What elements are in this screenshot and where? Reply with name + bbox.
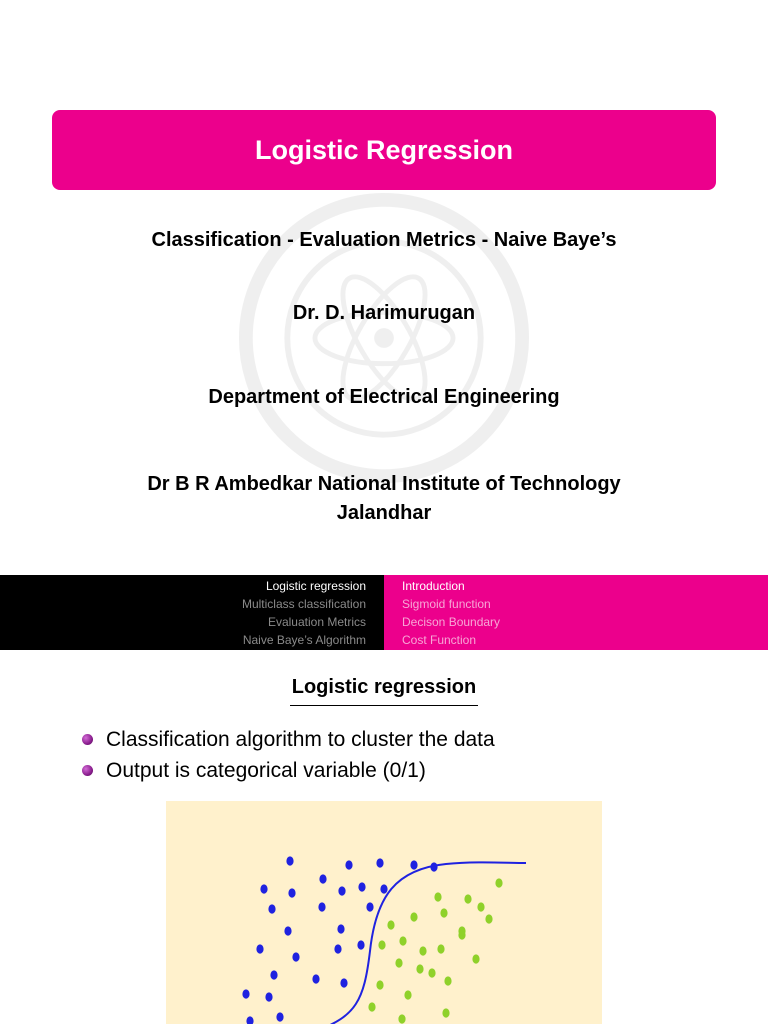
class-a-point xyxy=(256,944,263,953)
section-nav xyxy=(0,575,384,650)
class-b-point xyxy=(434,892,441,901)
class-a-point xyxy=(357,940,364,949)
class-a-point xyxy=(319,874,326,883)
class-a-point xyxy=(358,882,365,891)
class-a-point xyxy=(366,902,373,911)
bullet-item xyxy=(82,724,495,755)
nav-section-multiclass[interactable]: Multiclass classification xyxy=(241,597,366,611)
class-b-point xyxy=(416,964,423,973)
class-b-point xyxy=(472,954,479,963)
frame-heading: Logistic regression xyxy=(290,676,479,706)
decision-boundary-curve xyxy=(316,862,526,1024)
class-a-point xyxy=(242,989,249,998)
classification-plot xyxy=(166,801,602,1024)
slide-title: Logistic Regression xyxy=(254,134,514,165)
classification-figure xyxy=(166,801,602,1024)
bullet-list xyxy=(82,724,495,786)
class-b-point xyxy=(428,968,435,977)
class-a-point xyxy=(246,1016,253,1024)
nav-subsection-cost-function[interactable]: Cost Function xyxy=(402,633,477,647)
class-a-point xyxy=(270,970,277,979)
class-a-point xyxy=(334,944,341,953)
class-a-point xyxy=(292,952,299,961)
class-b-point xyxy=(444,976,451,985)
institute-name: Dr B R Ambedkar National Institute of Technology xyxy=(147,473,621,495)
class-a-point xyxy=(345,860,352,869)
class-a-point xyxy=(337,924,344,933)
subsection-nav xyxy=(384,575,768,650)
nav-subsection-introduction[interactable]: Introduction xyxy=(402,579,465,593)
class-a-point xyxy=(312,974,319,983)
nav-subsection-sigmoid[interactable]: Sigmoid function xyxy=(402,597,491,611)
class-b-point xyxy=(495,878,502,887)
bullet-item xyxy=(82,755,495,786)
slide-title-banner xyxy=(52,110,716,190)
class-a-point xyxy=(376,858,383,867)
class-a-point xyxy=(284,926,291,935)
bullet-text: Output is categorical variable (0/1) xyxy=(106,759,426,782)
class-b-points xyxy=(368,878,502,1023)
class-b-point xyxy=(399,936,406,945)
class-b-point xyxy=(442,1008,449,1017)
class-b-point xyxy=(368,1002,375,1011)
class-b-point xyxy=(410,912,417,921)
class-b-point xyxy=(440,908,447,917)
class-b-point xyxy=(395,958,402,967)
class-b-point xyxy=(376,980,383,989)
author-name: Dr. D. Harimurugan xyxy=(292,302,476,324)
class-a-point xyxy=(338,886,345,895)
class-a-point xyxy=(340,978,347,987)
class-b-point xyxy=(404,990,411,999)
nav-subsection-decision-boundary[interactable]: Decison Boundary xyxy=(402,615,501,629)
class-a-point xyxy=(318,902,325,911)
class-b-point xyxy=(387,920,394,929)
class-b-point xyxy=(477,902,484,911)
slide-subtitle: Classification - Evaluation Metrics - Naive Baye’s xyxy=(151,229,617,251)
class-b-point xyxy=(485,914,492,923)
class-a-point xyxy=(265,992,272,1001)
nav-section-logistic-regression[interactable]: Logistic regression xyxy=(265,579,366,593)
bullet-ball-icon xyxy=(82,734,93,745)
bullet-text: Classification algorithm to cluster the data xyxy=(106,728,495,751)
class-a-point xyxy=(288,888,295,897)
class-a-point xyxy=(410,860,417,869)
class-b-point xyxy=(458,930,465,939)
class-b-point xyxy=(398,1014,405,1023)
nav-section-naive-bayes[interactable]: Naive Baye’s Algorithm xyxy=(242,633,366,647)
class-a-point xyxy=(430,862,437,871)
class-a-point xyxy=(276,1012,283,1021)
class-a-point xyxy=(260,884,267,893)
class-b-point xyxy=(419,946,426,955)
class-a-point xyxy=(380,884,387,893)
beamer-navigation-bar xyxy=(0,575,768,650)
frame-heading-wrap xyxy=(0,676,768,706)
department-name: Department of Electrical Engineering xyxy=(208,386,560,408)
nav-section-evaluation-metrics[interactable]: Evaluation Metrics xyxy=(267,615,366,629)
class-b-point xyxy=(437,944,444,953)
class-b-point xyxy=(464,894,471,903)
class-a-point xyxy=(286,856,293,865)
class-a-point xyxy=(268,904,275,913)
institute-city: Jalandhar xyxy=(336,502,432,524)
bullet-ball-icon xyxy=(82,765,93,776)
class-b-point xyxy=(378,940,385,949)
